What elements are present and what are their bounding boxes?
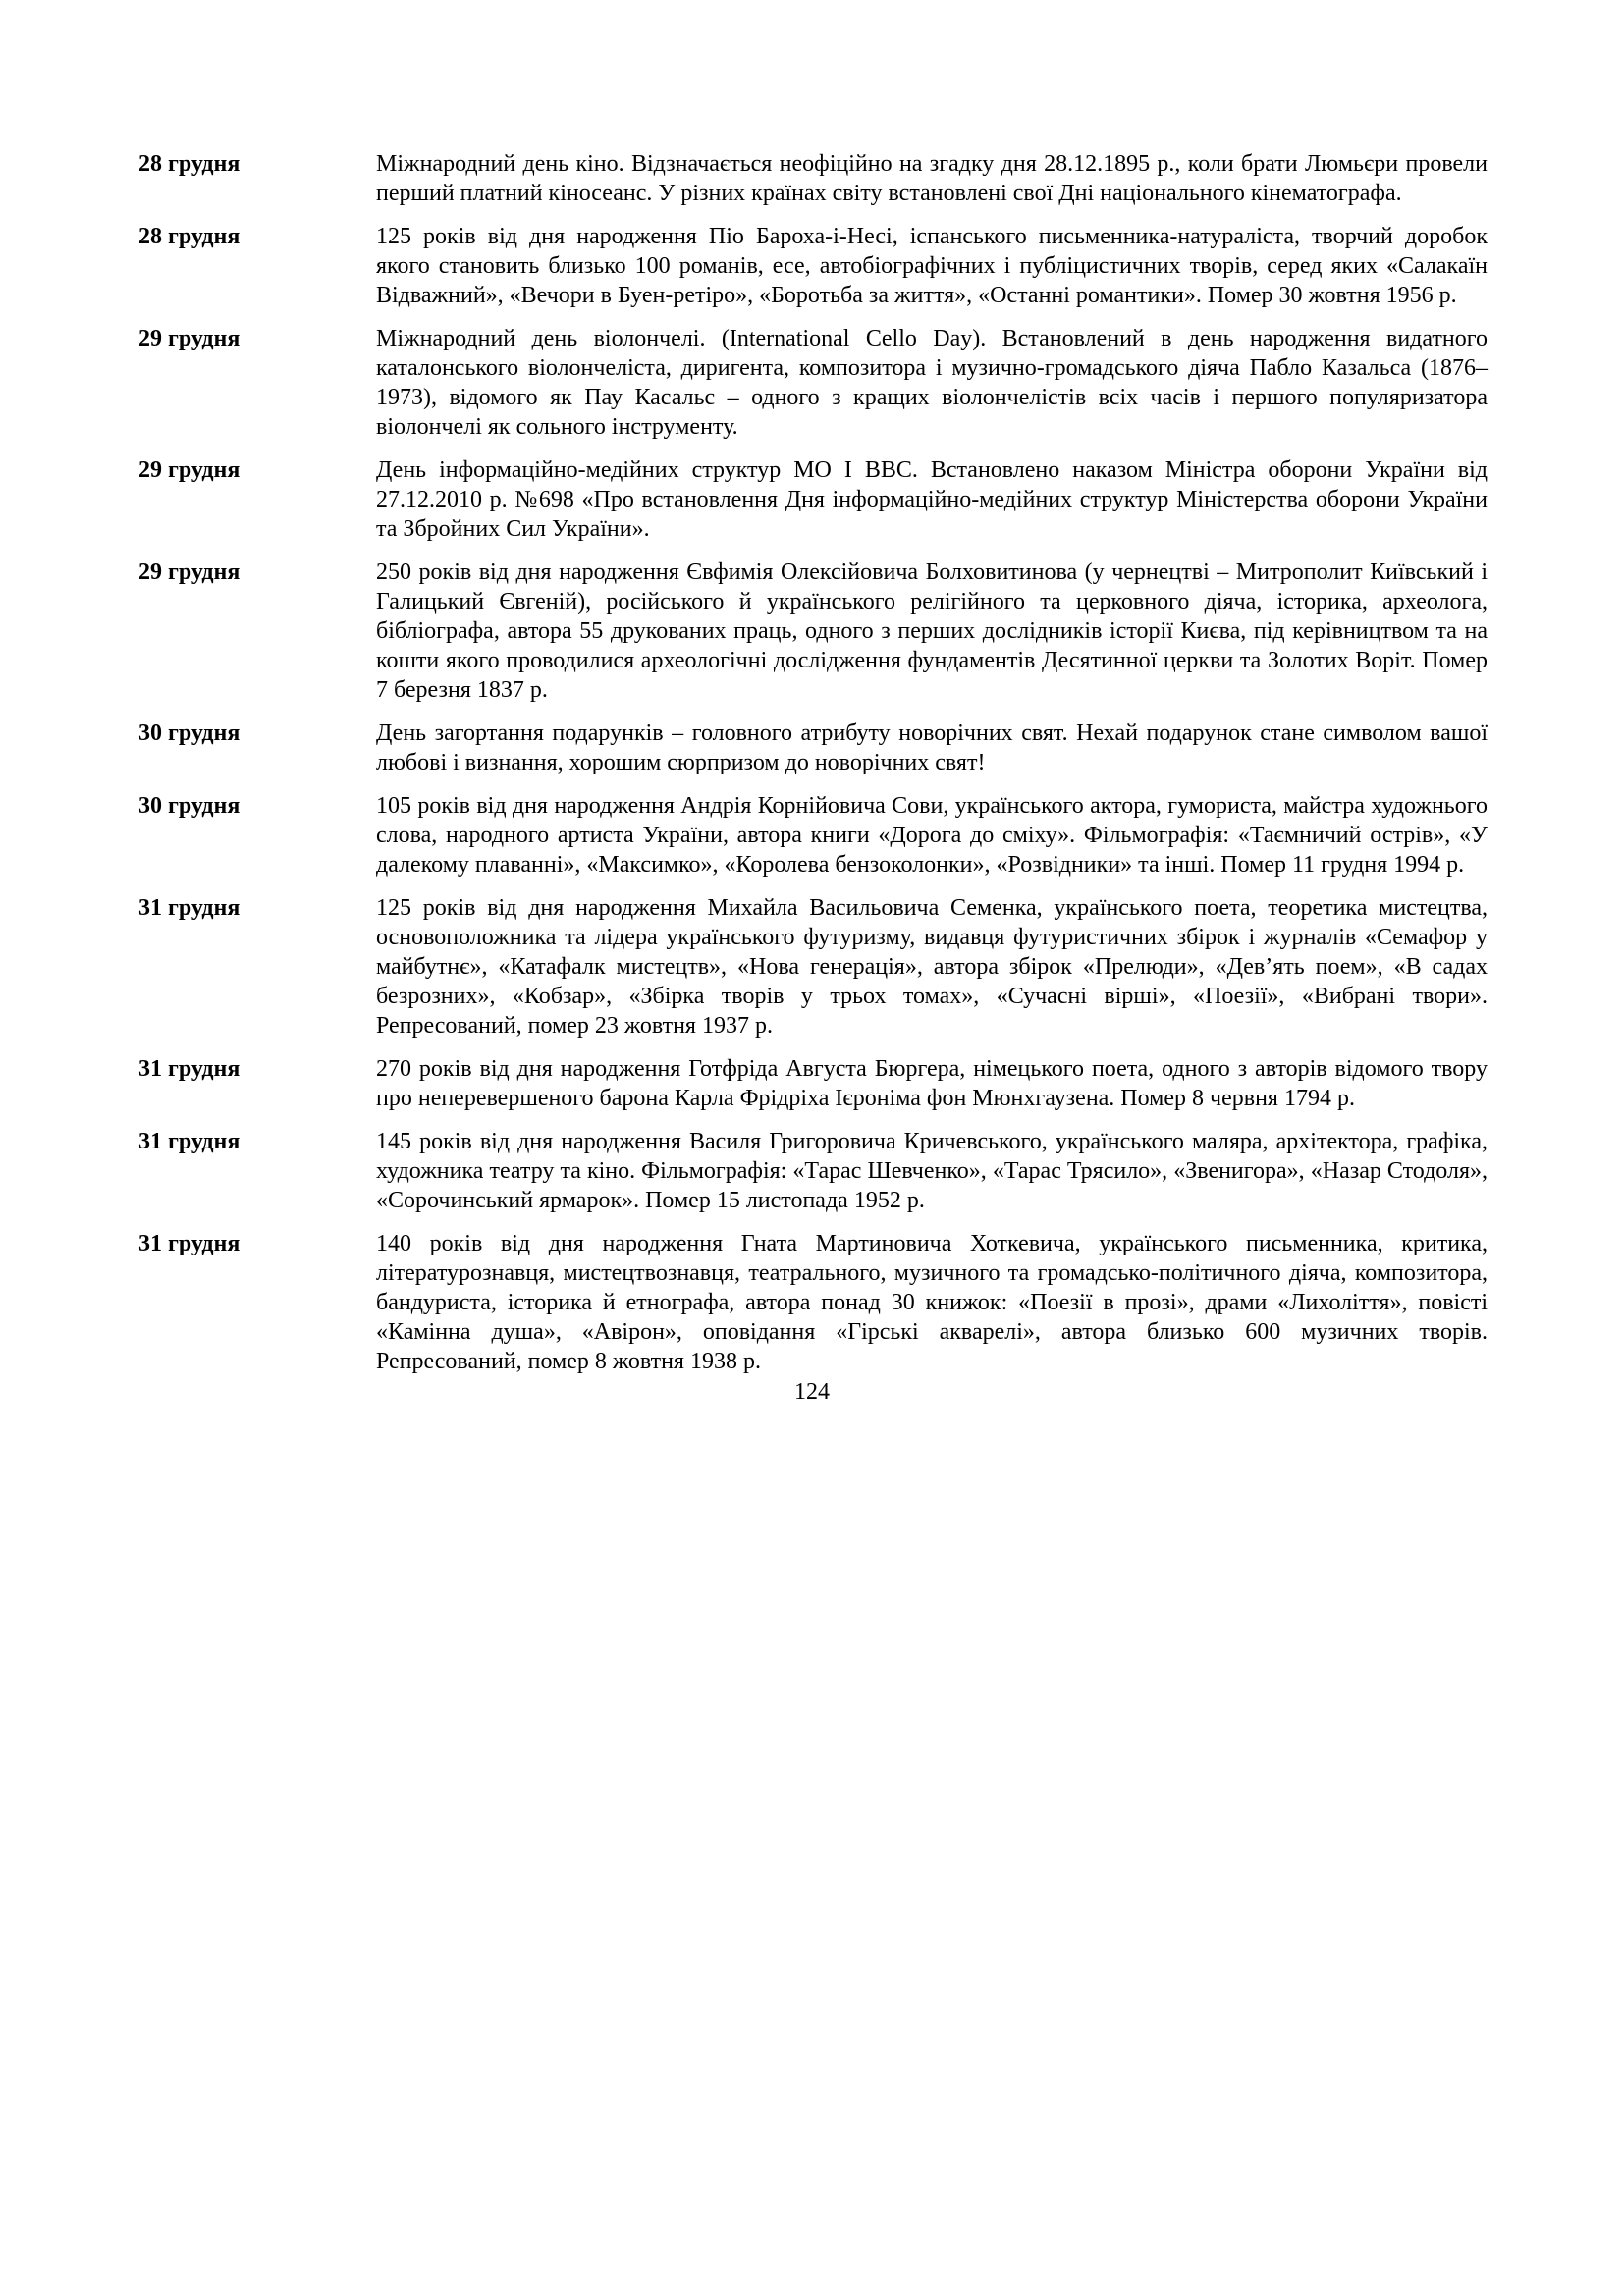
calendar-entry (138, 149, 1488, 208)
entry-date: 31 грудня (138, 1129, 241, 1154)
calendar-entry (138, 1127, 1488, 1215)
entry-text: 145 років від дня народження Василя Григоровича Кричевського, українського маляра, архітектора, графіка, художника театру та кіно. Фільмографія: «Тарас Шевченко», «Тарас Трясило», «Звенигора», «Назар Стодоля», «Сорочинський ярмарок». Помер 15 листопада 1952 р. (376, 1129, 1488, 1213)
calendar-entry (138, 324, 1488, 442)
entry-date: 29 грудня (138, 326, 241, 351)
entry-date: 31 грудня (138, 1056, 241, 1082)
entry-text: 250 років від дня народження Євфимія Олексійовича Болховитинова (у чернецтві – Митрополит Київський і Галицький Євгеній), російського й українського релігійного та церковного діяча, історика, археолога, бібліографа, автора 55 друкованих праць, одного з перших дослідників історії Києва, під керівництвом та на кошти якого проводилися археологічні дослідження фундаментів Десятинної церкви та Золотих Воріт. Помер 7 березня 1837 р. (376, 560, 1488, 703)
entry-text: День інформаційно-медійних структур МО І ВВС. Встановлено наказом Міністра оборони України від 27.12.2010 р. №698 «Про встановлення Дня інформаційно-медійних структур Міністерства оборони України та Збройних Сил України». (376, 457, 1488, 542)
calendar-entry (138, 558, 1488, 705)
entry-text: 125 років від дня народження Піо Бароха-і-Несі, іспанського письменника-натураліста, творчий доробок якого становить близько 100 романів, есе, автобіографічних і публіцистичних творів, серед яких «Салакаїн Відважний», «Вечори в Буен-ретіро», «Боротьба за життя», «Останні романтики». Помер 30 жовтня 1956 р. (376, 224, 1488, 308)
entry-text: 125 років від дня народження Михайла Васильовича Семенка, українського поета, теоретика мистецтва, основоположника та лідера українського футуризму, видавця футуристичних збірок і журналів «Семафор у майбутнє», «Катафалк мистецтв», «Нова генерація», автора збірок «Прелюди», «Дев’ять поем», «В садах безрозних», «Кобзар», «Збірка творів у трьох томах», «Сучасні вірші», «Поезії», «Вибрані твори». Репресований, помер 23 жовтня 1937 р. (376, 895, 1488, 1039)
entry-date: 31 грудня (138, 895, 241, 921)
calendar-entry (138, 893, 1488, 1041)
page-number: 124 (794, 1379, 830, 1405)
entry-text: День загортання подарунків – головного атрибуту новорічних свят. Нехай подарунок стане символом вашої любові і визнання, хорошим сюрпризом до новорічних свят! (376, 721, 1488, 775)
entry-text: 140 років від дня народження Гната Мартиновича Хоткевича, українського письменника, критика, літературознавця, мистецтвознавця, театрального, музичного та громадсько-політичного діяча, композитора, бандуриста, історика й етнографа, автора понад 30 книжок: «Поезії в прозі», драми «Лихоліття», повісті «Камінна душа», «Авірон», оповідання «Гірські акварелі», автора близько 600 музичних творів. Репресований, помер 8 жовтня 1938 р. (376, 1231, 1488, 1374)
calendar-entry (138, 222, 1488, 310)
entry-text: 105 років від дня народження Андрія Корнійовича Сови, українського актора, гумориста, майстра художнього слова, народного артиста України, автора книги «Дорога до сміху». Фільмографія: «Таємничий острів», «У далекому плаванні», «Максимко», «Королева бензоколонки», «Розвідники» та інші. Помер 11 грудня 1994 р. (376, 793, 1488, 878)
entry-date: 28 грудня (138, 151, 241, 177)
calendar-entry (138, 791, 1488, 880)
entry-date: 31 грудня (138, 1231, 241, 1256)
entry-date: 30 грудня (138, 721, 241, 746)
calendar-entries (138, 149, 1488, 1390)
entry-date: 30 грудня (138, 793, 241, 819)
entry-text: 270 років від дня народження Готфріда Августа Бюргера, німецького поета, одного з авторів відомого твору про неперевершеного барона Карла Фрідріха Ієроніма фон Мюнхгаузена. Помер 8 червня 1794 р. (376, 1056, 1488, 1111)
entry-text: Міжнародний день віолончелі. (International Cello Day). Встановлений в день народження видатного каталонського віолончеліста, диригента, композитора і музично-громадського діяча Пабло Казальса (1876–1973), відомого як Пау Касальс – одного з кращих віолончелістів всіх часів і першого популяризатора віолончелі як сольного інструменту. (376, 326, 1488, 440)
entry-date: 28 грудня (138, 224, 241, 249)
entry-date: 29 грудня (138, 560, 241, 585)
entry-text: Міжнародний день кіно. Відзначається неофіційно на згадку дня 28.12.1895 р., коли брати Люмьєри провели перший платний кіносеанс. У різних країнах світу встановлені свої Дні національного кінематографа. (376, 151, 1488, 206)
calendar-entry (138, 1229, 1488, 1376)
entry-date: 29 грудня (138, 457, 241, 483)
calendar-entry (138, 1054, 1488, 1113)
calendar-entry (138, 719, 1488, 777)
calendar-entry (138, 455, 1488, 544)
